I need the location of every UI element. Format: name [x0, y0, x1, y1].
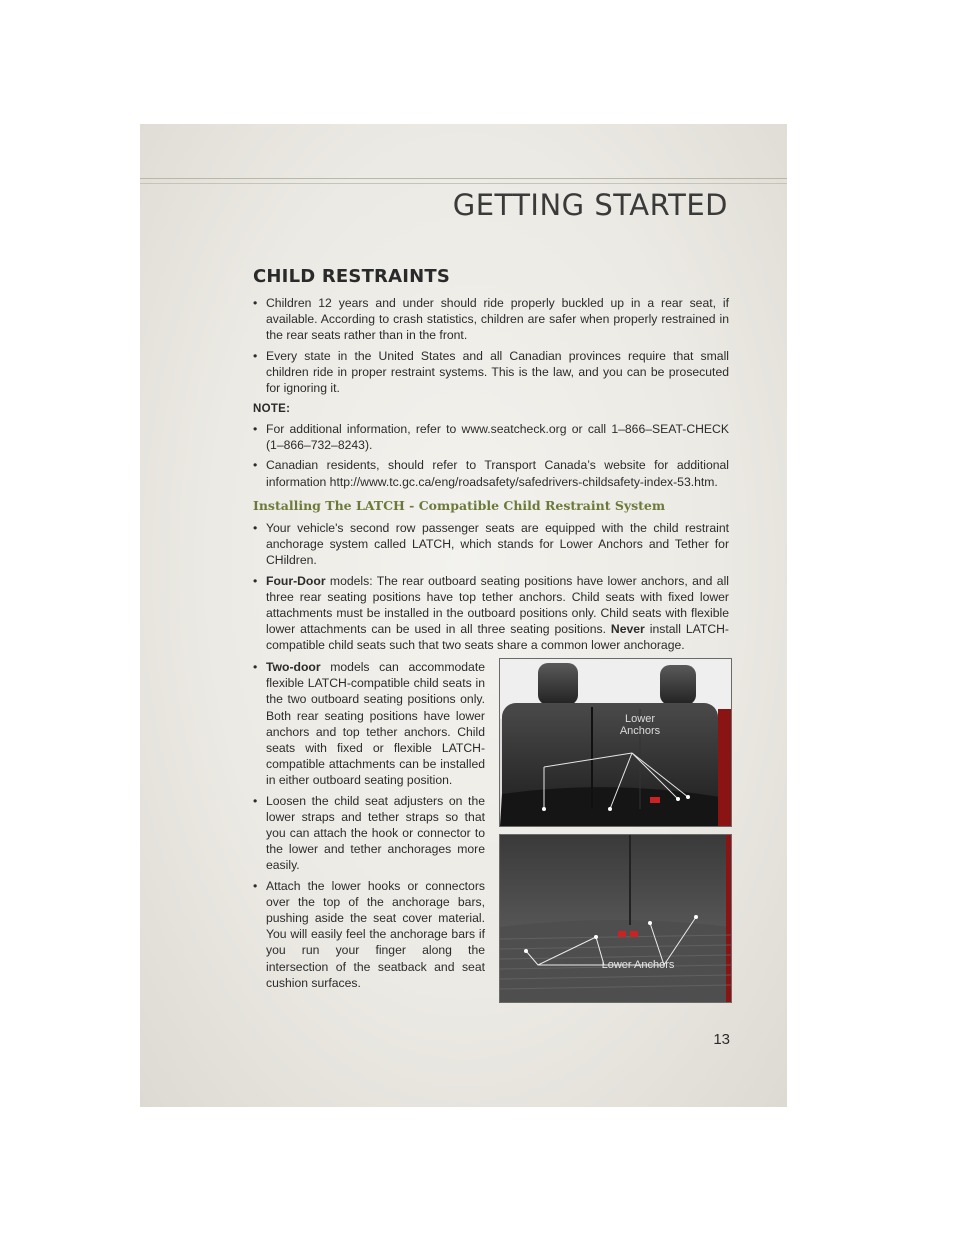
- list-item: • Every state in the United States and all Canadian provinces require that small children ride in proper restraint systems. This is the law, and you can be prosecuted for ignoring it.: [253, 348, 729, 397]
- seat-cushion-photo: [499, 834, 732, 1003]
- rear-seat-photo: [499, 658, 732, 827]
- list-item: [253, 573, 729, 654]
- manual-page: [140, 124, 787, 1107]
- list-item: • Attach the lower hooks or connectors over the top of the anchorage bars, pushing aside the seat cover material. You will easily feel the anchorage bars if you run your finger along the intersection of the seatback and seat cushion surfaces.: [253, 878, 485, 991]
- two-door-text: models can accommodate flexible LATCH-compatible child seats in the two outboard seating positions only. Both rear seating positions have lower anchors and top tether anchors. Child seats with fixed or flexible LATCH-compatible attachments can be installed in either outboard seating position.: [266, 660, 485, 788]
- four-door-text-a: models: The rear outboard seating positions have lower anchors, and all three rear seating positions have top tether anchors. Child seats with fixed lower attachments must be installed in the outboard positions only. Child seats with flexible lower attachments can be used in all three seating positions.: [266, 573, 729, 637]
- never-emphasis: Never: [610, 622, 645, 637]
- photo-label-anchors: Anchors: [619, 725, 661, 737]
- page-number: 13: [713, 1031, 730, 1048]
- subheading: Installing The LATCH - Compatible Child Restraint System: [253, 498, 666, 513]
- four-door-label: Four-Door: [266, 573, 326, 588]
- two-door-list: [253, 659, 485, 995]
- list-item: • Loosen the child seat adjusters on the lower straps and tether straps so that you can attach the hook or connector to the lower and tether anchorages more easily.: [253, 793, 485, 874]
- rear-seat-illustration: [500, 659, 731, 826]
- header-rule-bottom: [140, 183, 787, 184]
- seat-cushion-illustration: [500, 835, 731, 1002]
- list-item: [253, 659, 485, 789]
- header-rule-top: [140, 178, 787, 179]
- section-title: GETTING STARTED: [452, 188, 728, 222]
- list-item: • Canadian residents, should refer to Transport Canada’s website for additional information http://www.tc.gc.ca/eng/roadsafety/safedrivers-childsafety-index-53.htm.: [253, 457, 729, 489]
- photo-label-lower-anchors: Lower Anchors: [601, 959, 675, 971]
- latch-list: [253, 520, 729, 658]
- note-list: [253, 421, 729, 494]
- list-item: • Your vehicle's second row passenger seats are equipped with the child restraint anchorage system called LATCH, which stands for Lower Anchors and Tether for CHildren.: [253, 520, 729, 569]
- note-label: NOTE:: [253, 403, 291, 415]
- photo-label-lower: Lower: [625, 713, 655, 725]
- list-item: • Children 12 years and under should ride properly buckled up in a rear seat, if available. According to crash statistics, children are safer when properly restrained in the rear seats rather than in the front.: [253, 295, 729, 344]
- two-door-label: Two-door: [266, 660, 321, 674]
- intro-list: [253, 295, 729, 400]
- page-heading: CHILD RESTRAINTS: [253, 266, 451, 287]
- four-door-text-b: install LATCH-compatible child seats such that two seats share a common lower anchorage.: [266, 622, 729, 653]
- list-item: • For additional information, refer to www.seatcheck.org or call 1–866–SEAT-CHECK (1–866–732–8243).: [253, 421, 729, 453]
